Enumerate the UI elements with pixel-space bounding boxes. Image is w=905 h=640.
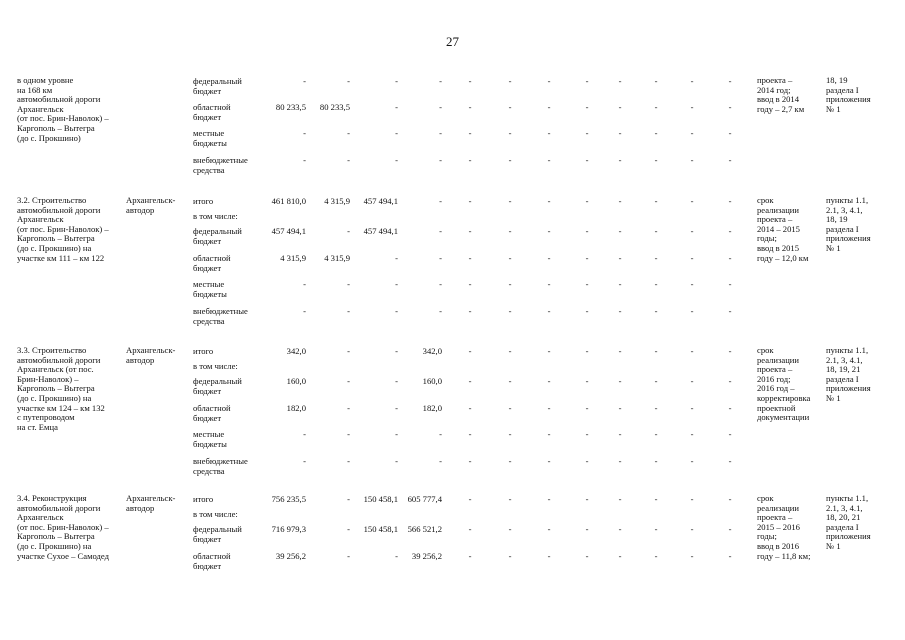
empty-cell: - [508,456,512,466]
empty-cell: - [654,226,658,236]
empty-cell: - [728,551,732,561]
empty-cell: - [728,494,732,504]
empty-cell: - [547,551,551,561]
amount-cell: - [347,128,350,138]
empty-cell: - [585,102,589,112]
empty-cell: - [618,306,622,316]
empty-cell: - [690,306,694,316]
amount-cell: - [439,279,442,289]
empty-cell: - [468,253,472,263]
table-row [0,128,905,154]
empty-cell: - [618,155,622,165]
empty-cell: - [618,456,622,466]
funding-source: местные бюджеты [193,128,227,148]
amount-cell: - [439,196,442,206]
funding-source: областной бюджет [193,403,231,423]
empty-cell: - [547,226,551,236]
amount-cell: - [303,76,306,86]
amount-cell: - [347,155,350,165]
table-row [0,253,905,279]
empty-cell: - [547,376,551,386]
empty-cell: - [468,376,472,386]
empty-cell: - [690,196,694,206]
page-number: 27 [446,34,459,49]
empty-cell: - [690,279,694,289]
empty-cell: - [508,196,512,206]
amount-cell: - [439,306,442,316]
funding-source: в том числе: [193,211,238,221]
table-row [0,226,905,252]
funding-source: местные бюджеты [193,429,227,449]
empty-cell: - [654,524,658,534]
empty-cell: - [728,306,732,316]
empty-cell: - [508,306,512,316]
amount-cell: - [395,346,398,356]
amount-cell: - [395,306,398,316]
program-items: пункты 1.1, 2.1, 3, 4.1, 18, 20, 21 раздела I приложения № 1 [826,493,871,551]
funding-source: внебюджетные средства [193,456,248,476]
empty-cell: - [654,196,658,206]
amount-cell: 461 810,0 [271,196,306,206]
amount-cell: - [347,306,350,316]
empty-cell: - [654,494,658,504]
amount-cell: - [395,429,398,439]
amount-cell: 605 777,4 [407,494,442,504]
empty-cell: - [654,551,658,561]
empty-cell: - [508,226,512,236]
empty-cell: - [468,346,472,356]
amount-cell: - [347,403,350,413]
amount-cell: 756 235,5 [271,494,306,504]
empty-cell: - [585,128,589,138]
table-row [0,155,905,181]
amount-cell: 160,0 [422,376,442,386]
empty-cell: - [468,128,472,138]
amount-cell: 457 494,1 [271,226,306,236]
table-row [0,306,905,332]
amount-cell: - [347,226,350,236]
project-notes: срок реализации проекта – 2015 – 2016 годы; ввод в 2016 году – 11,8 км; [757,493,811,561]
amount-cell: 182,0 [286,403,306,413]
empty-cell: - [585,279,589,289]
funding-source: местные бюджеты [193,279,227,299]
amount-cell: - [347,279,350,289]
empty-cell: - [508,155,512,165]
amount-cell: - [439,102,442,112]
empty-cell: - [468,403,472,413]
empty-cell: - [654,403,658,413]
empty-cell: - [547,196,551,206]
project-name: 3.4. Реконструкция автомобильной дороги Архангельск (от пос. Брин-Наволок) – Каргополь – Вытегра (до с. Прокшино) на участке Сухое – Самодед [17,493,110,561]
empty-cell: - [585,403,589,413]
empty-cell: - [728,524,732,534]
amount-cell: - [303,456,306,466]
empty-cell: - [618,76,622,86]
empty-cell: - [547,279,551,289]
empty-cell: - [547,253,551,263]
amount-cell: 4 315,9 [280,253,306,263]
amount-cell: - [303,155,306,165]
amount-cell: - [395,128,398,138]
funding-source: федеральный бюджет [193,76,242,96]
empty-cell: - [618,346,622,356]
empty-cell: - [508,128,512,138]
amount-cell: - [395,403,398,413]
amount-cell: - [303,128,306,138]
empty-cell: - [547,102,551,112]
funding-source: федеральный бюджет [193,226,242,246]
empty-cell: - [585,429,589,439]
amount-cell: 342,0 [422,346,442,356]
amount-cell: 566 521,2 [407,524,442,534]
empty-cell: - [728,253,732,263]
amount-cell: 457 494,1 [363,226,398,236]
empty-cell: - [585,376,589,386]
program-items: пункты 1.1, 2.1, 3, 4.1, 18, 19, 21 раздела I приложения № 1 [826,345,871,403]
empty-cell: - [728,226,732,236]
empty-cell: - [547,76,551,86]
amount-cell: - [347,376,350,386]
amount-cell: - [395,456,398,466]
empty-cell: - [585,253,589,263]
empty-cell: - [508,253,512,263]
empty-cell: - [585,551,589,561]
empty-cell: - [468,196,472,206]
amount-cell: 160,0 [286,376,306,386]
table-row [0,456,905,482]
funding-source: внебюджетные средства [193,155,248,175]
amount-cell: 342,0 [286,346,306,356]
empty-cell: - [547,494,551,504]
project-name: в одном уровне на 168 км автомобильной дороги Архангельск (от пос. Брин-Наволок) – Каргополь – Вытегра (до с. Прокшино) [17,75,109,143]
empty-cell: - [690,456,694,466]
empty-cell: - [618,102,622,112]
empty-cell: - [585,306,589,316]
empty-cell: - [468,306,472,316]
empty-cell: - [690,551,694,561]
empty-cell: - [690,524,694,534]
empty-cell: - [728,346,732,356]
empty-cell: - [654,253,658,263]
empty-cell: - [618,551,622,561]
empty-cell: - [547,456,551,466]
empty-cell: - [468,524,472,534]
empty-cell: - [468,102,472,112]
empty-cell: - [585,226,589,236]
empty-cell: - [468,429,472,439]
project-notes: срок реализации проекта – 2016 год; 2016 год – корректировка проектной документации [757,345,811,423]
funding-source: федеральный бюджет [193,524,242,544]
funding-source: областной бюджет [193,551,231,571]
funding-source: внебюджетные средства [193,306,248,326]
empty-cell: - [728,76,732,86]
empty-cell: - [508,429,512,439]
amount-cell: - [347,346,350,356]
amount-cell: - [303,429,306,439]
empty-cell: - [618,196,622,206]
table-row [0,76,905,102]
empty-cell: - [618,403,622,413]
empty-cell: - [618,253,622,263]
project-name: 3.3. Строительство автомобильной дороги Архангельск (от пос. Брин-Наволок) – Каргополь – Вытегра (до с. Прокшино) на участке км 124 – км 132 с путепроводом на ст. Емца [17,345,105,432]
amount-cell: 39 256,2 [275,551,306,561]
executor: Архангельск- автодор [126,345,176,365]
amount-cell: - [303,306,306,316]
amount-cell: 39 256,2 [411,551,442,561]
empty-cell: - [547,155,551,165]
empty-cell: - [690,494,694,504]
amount-cell: - [439,429,442,439]
empty-cell: - [618,226,622,236]
amount-cell: 716 979,3 [271,524,306,534]
amount-cell: 182,0 [422,403,442,413]
empty-cell: - [468,456,472,466]
empty-cell: - [547,429,551,439]
empty-cell: - [654,128,658,138]
amount-cell: 4 315,9 [324,253,350,263]
project-notes: срок реализации проекта – 2014 – 2015 годы; ввод в 2015 году – 12,0 км [757,195,809,263]
empty-cell: - [728,279,732,289]
amount-cell: 80 233,5 [319,102,350,112]
funding-source: итого [193,346,214,356]
empty-cell: - [690,429,694,439]
table-row [0,279,905,305]
table-row [0,524,905,550]
funding-source: федеральный бюджет [193,376,242,396]
amount-cell: - [439,128,442,138]
amount-cell: - [439,226,442,236]
amount-cell: - [347,524,350,534]
table-row [0,429,905,455]
amount-cell: - [347,551,350,561]
empty-cell: - [468,279,472,289]
empty-cell: - [508,279,512,289]
program-items: 18, 19 раздела I приложения № 1 [826,75,871,114]
empty-cell: - [508,102,512,112]
empty-cell: - [468,226,472,236]
empty-cell: - [547,403,551,413]
amount-cell: - [303,279,306,289]
table-row [0,102,905,128]
empty-cell: - [654,346,658,356]
empty-cell: - [508,403,512,413]
empty-cell: - [547,346,551,356]
empty-cell: - [690,403,694,413]
empty-cell: - [468,155,472,165]
project-notes: проекта – 2014 год; ввод в 2014 году – 2,7 км [757,75,805,114]
funding-source: итого [193,494,214,504]
empty-cell: - [654,102,658,112]
empty-cell: - [654,456,658,466]
empty-cell: - [728,155,732,165]
empty-cell: - [585,494,589,504]
amount-cell: - [347,494,350,504]
empty-cell: - [585,155,589,165]
empty-cell: - [654,306,658,316]
empty-cell: - [508,494,512,504]
empty-cell: - [547,524,551,534]
amount-cell: 457 494,1 [363,196,398,206]
amount-cell: - [439,155,442,165]
empty-cell: - [690,128,694,138]
empty-cell: - [508,551,512,561]
funding-source: областной бюджет [193,102,231,122]
empty-cell: - [728,102,732,112]
empty-cell: - [728,196,732,206]
empty-cell: - [585,346,589,356]
table-row [0,376,905,402]
empty-cell: - [654,376,658,386]
empty-cell: - [468,551,472,561]
empty-cell: - [728,128,732,138]
empty-cell: - [690,226,694,236]
empty-cell: - [547,128,551,138]
empty-cell: - [728,376,732,386]
amount-cell: - [395,376,398,386]
amount-cell: - [347,456,350,466]
empty-cell: - [618,524,622,534]
amount-cell: - [347,76,350,86]
amount-cell: - [347,429,350,439]
empty-cell: - [585,76,589,86]
empty-cell: - [728,456,732,466]
empty-cell: - [508,76,512,86]
empty-cell: - [690,376,694,386]
empty-cell: - [654,76,658,86]
amount-cell: - [395,253,398,263]
executor: Архангельск- автодор [126,195,176,215]
empty-cell: - [728,403,732,413]
amount-cell: 80 233,5 [275,102,306,112]
project-name: 3.2. Строительство автомобильной дороги Архангельск (от пос. Брин-Наволок) – Каргополь – Вытегра (до с. Прокшино) на участке км 111 – км 122 [17,195,109,263]
empty-cell: - [690,253,694,263]
empty-cell: - [654,279,658,289]
funding-source: в том числе: [193,361,238,371]
funding-source: итого [193,196,214,206]
empty-cell: - [690,76,694,86]
amount-cell: - [395,76,398,86]
empty-cell: - [508,376,512,386]
amount-cell: - [395,551,398,561]
empty-cell: - [508,346,512,356]
amount-cell: - [439,253,442,263]
empty-cell: - [690,155,694,165]
empty-cell: - [547,306,551,316]
empty-cell: - [618,279,622,289]
amount-cell: - [439,456,442,466]
empty-cell: - [618,494,622,504]
empty-cell: - [690,346,694,356]
empty-cell: - [728,429,732,439]
empty-cell: - [585,456,589,466]
amount-cell: - [439,76,442,86]
amount-cell: 150 458,1 [363,524,398,534]
empty-cell: - [468,494,472,504]
empty-cell: - [585,524,589,534]
executor: Архангельск- автодор [126,493,176,513]
funding-source: в том числе: [193,509,238,519]
funding-source: областной бюджет [193,253,231,273]
amount-cell: - [395,279,398,289]
empty-cell: - [690,102,694,112]
table-row [0,551,905,577]
amount-cell: 4 315,9 [324,196,350,206]
amount-cell: - [395,155,398,165]
empty-cell: - [585,196,589,206]
amount-cell: - [395,102,398,112]
amount-cell: 150 458,1 [363,494,398,504]
empty-cell: - [508,524,512,534]
table-row [0,403,905,429]
empty-cell: - [654,155,658,165]
empty-cell: - [618,376,622,386]
empty-cell: - [654,429,658,439]
program-items: пункты 1.1, 2.1, 3, 4.1, 18, 19 раздела I приложения № 1 [826,195,871,253]
empty-cell: - [618,429,622,439]
empty-cell: - [618,128,622,138]
empty-cell: - [468,76,472,86]
